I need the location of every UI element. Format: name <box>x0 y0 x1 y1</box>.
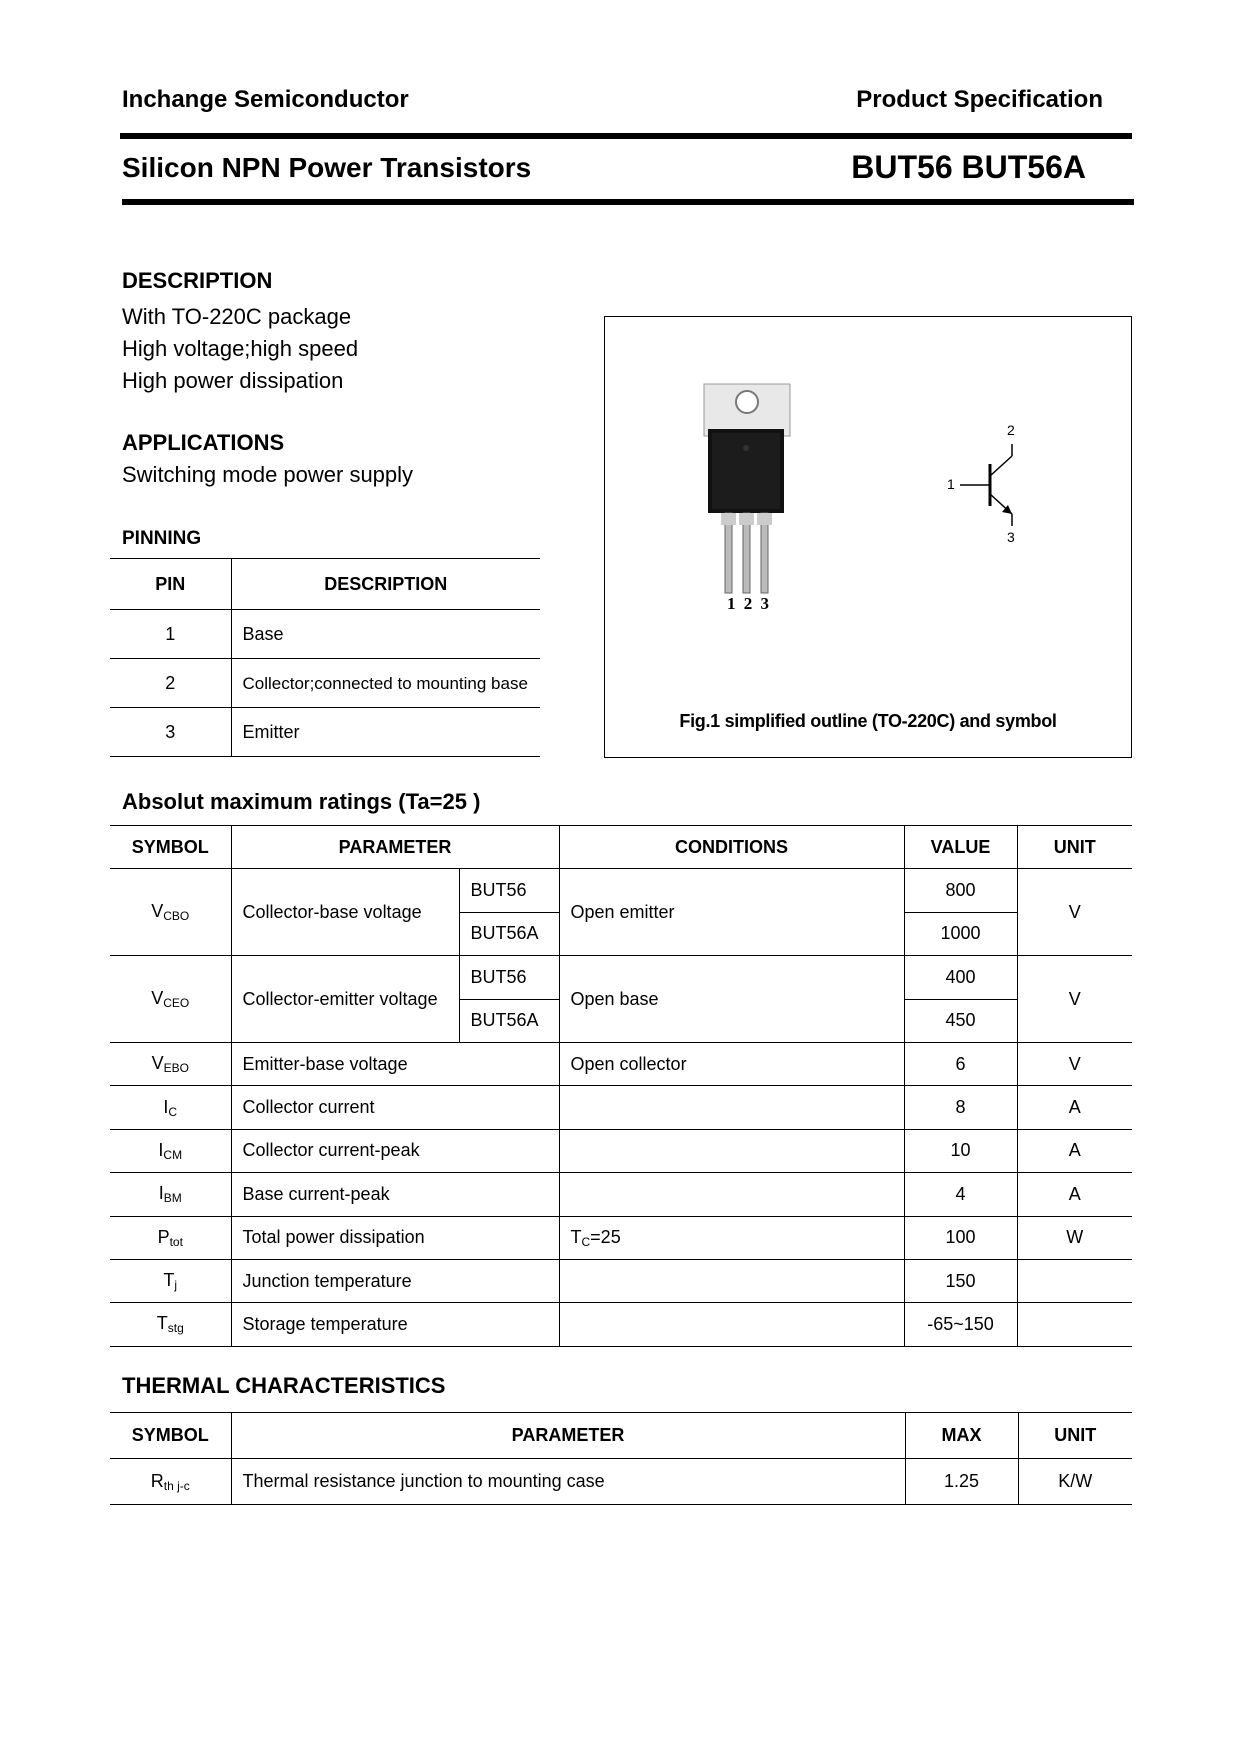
package-pin-labels: 1 2 3 <box>727 594 769 613</box>
value-cell: 800 <box>904 869 1017 912</box>
table-row <box>110 1086 1132 1129</box>
part-numbers: BUT56 BUT56A <box>851 149 1086 185</box>
symbol-pin-3: 3 <box>1007 529 1015 545</box>
col-pin: PIN <box>110 559 231 610</box>
pin-number: 1 <box>110 610 231 659</box>
value-cell: 100 <box>904 1216 1017 1259</box>
col-symbol: SYMBOL <box>110 1413 231 1459</box>
parameter-cell: Junction temperature <box>231 1259 559 1302</box>
value-cell: 1000 <box>904 912 1017 955</box>
symbol-cell: $R_{th j-c}$ <box>110 1459 231 1505</box>
unit-cell <box>1017 1303 1132 1346</box>
table-row <box>110 1173 1132 1216</box>
symbol-cell: $V_{CBO}$ <box>110 869 231 956</box>
applications-line: Switching mode power supply <box>122 462 414 487</box>
parameter-cell: Base current-peak <box>231 1173 559 1216</box>
value-cell: 8 <box>904 1086 1017 1129</box>
description-heading: DESCRIPTION <box>122 268 273 293</box>
unit-cell: V <box>1017 1042 1132 1085</box>
parameter-cell: Thermal resistance junction to mounting case <box>231 1459 905 1505</box>
symbol-cell: $P_{tot}$ <box>110 1216 231 1259</box>
value-cell: 450 <box>904 999 1017 1042</box>
description-line: High voltage;high speed <box>122 336 359 361</box>
table-row <box>110 1129 1132 1172</box>
table-row <box>110 610 540 659</box>
conditions-cell <box>559 1303 904 1346</box>
pin-number: 2 <box>110 659 231 708</box>
pinning-table <box>110 558 540 757</box>
symbol-cell: $T_j$ <box>110 1259 231 1302</box>
value-cell: 400 <box>904 956 1017 999</box>
parameter-cell: Emitter-base voltage <box>231 1042 559 1085</box>
company-name: Inchange Semiconductor <box>122 86 409 113</box>
conditions-cell: Open emitter <box>559 869 904 956</box>
conditions-cell: $T_C=25$ <box>559 1216 904 1259</box>
conditions-cell <box>559 1259 904 1302</box>
parameter-cell: Storage temperature <box>231 1303 559 1346</box>
pin-description: Base <box>231 610 540 659</box>
table-row <box>110 1459 1132 1505</box>
symbol-pin-1: 1 <box>947 476 955 492</box>
parameter-cell: Collector-emitter voltage <box>231 956 459 1043</box>
table-row <box>110 1303 1132 1346</box>
variant-cell: BUT56 <box>459 956 559 999</box>
header-rule-bottom <box>122 199 1134 205</box>
parameter-cell: Collector current-peak <box>231 1129 559 1172</box>
variant-cell: BUT56 <box>459 869 559 912</box>
col-conditions: CONDITIONS <box>559 826 904 869</box>
conditions-cell: Open base <box>559 956 904 1043</box>
unit-cell: W <box>1017 1216 1132 1259</box>
table-row <box>110 708 540 757</box>
parameter-cell: Total power dissipation <box>231 1216 559 1259</box>
value-cell: 4 <box>904 1173 1017 1216</box>
header-rule-top <box>120 133 1132 139</box>
unit-cell: A <box>1017 1086 1132 1129</box>
variant-cell: BUT56A <box>459 912 559 955</box>
col-max: MAX <box>905 1413 1018 1459</box>
value-cell: -65~150 <box>904 1303 1017 1346</box>
table-row <box>110 659 540 708</box>
col-description: DESCRIPTION <box>231 559 540 610</box>
parameter-cell: Collector-base voltage <box>231 869 459 956</box>
symbol-cell: $T_{stg}$ <box>110 1303 231 1346</box>
unit-cell: V <box>1017 956 1132 1043</box>
max-cell: 1.25 <box>905 1459 1018 1505</box>
table-row <box>110 1259 1132 1302</box>
table-header-row <box>110 826 1132 869</box>
col-symbol: SYMBOL <box>110 826 231 869</box>
thermal-table <box>110 1412 1132 1505</box>
col-parameter: PARAMETER <box>231 826 559 869</box>
conditions-cell <box>559 1173 904 1216</box>
unit-cell <box>1017 1259 1132 1302</box>
unit-cell: A <box>1017 1173 1132 1216</box>
description-list <box>122 301 358 397</box>
to220-package-image <box>604 316 1132 758</box>
conditions-cell: Open collector <box>559 1042 904 1085</box>
value-cell: 150 <box>904 1259 1017 1302</box>
thermal-heading: THERMAL CHARACTERISTICS <box>122 1373 446 1398</box>
doc-type: Product Specification <box>856 86 1103 113</box>
table-row <box>110 869 1132 912</box>
description-line: High power dissipation <box>122 368 344 393</box>
table-row <box>110 956 1132 999</box>
col-parameter: PARAMETER <box>231 1413 905 1459</box>
pin-description: Emitter <box>231 708 540 757</box>
ratings-table <box>110 825 1132 1347</box>
table-row <box>110 1042 1132 1085</box>
value-cell: 6 <box>904 1042 1017 1085</box>
conditions-cell <box>559 1086 904 1129</box>
conditions-cell <box>559 1129 904 1172</box>
symbol-cell: $I_{CM}$ <box>110 1129 231 1172</box>
symbol-pin-2: 2 <box>1007 422 1015 438</box>
col-value: VALUE <box>904 826 1017 869</box>
parameter-cell: Collector current <box>231 1086 559 1129</box>
variant-cell: BUT56A <box>459 999 559 1042</box>
table-row <box>110 1216 1132 1259</box>
col-unit: UNIT <box>1017 826 1132 869</box>
symbol-cell: $V_{CEO}$ <box>110 956 231 1043</box>
applications-heading: APPLICATIONS <box>122 430 285 455</box>
symbol-cell: $I_C$ <box>110 1086 231 1129</box>
value-cell: 10 <box>904 1129 1017 1172</box>
ratings-heading: Absolut maximum ratings (Ta=25 ) <box>122 789 481 814</box>
unit-cell: V <box>1017 869 1132 956</box>
symbol-cell: $V_{EBO}$ <box>110 1042 231 1085</box>
table-header-row <box>110 559 540 610</box>
product-line: Silicon NPN Power Transistors <box>122 152 532 183</box>
unit-cell: K/W <box>1018 1459 1132 1505</box>
unit-cell: A <box>1017 1129 1132 1172</box>
pin-description: Collector;connected to mounting base <box>231 659 540 708</box>
table-header-row <box>110 1413 1132 1459</box>
pin-number: 3 <box>110 708 231 757</box>
symbol-cell: $I_{BM}$ <box>110 1173 231 1216</box>
pinning-heading: PINNING <box>122 528 202 549</box>
col-unit: UNIT <box>1018 1413 1132 1459</box>
figure-caption: Fig.1 simplified outline (TO-220C) and symbol <box>679 711 1057 731</box>
description-line: With TO-220C package <box>122 304 352 329</box>
